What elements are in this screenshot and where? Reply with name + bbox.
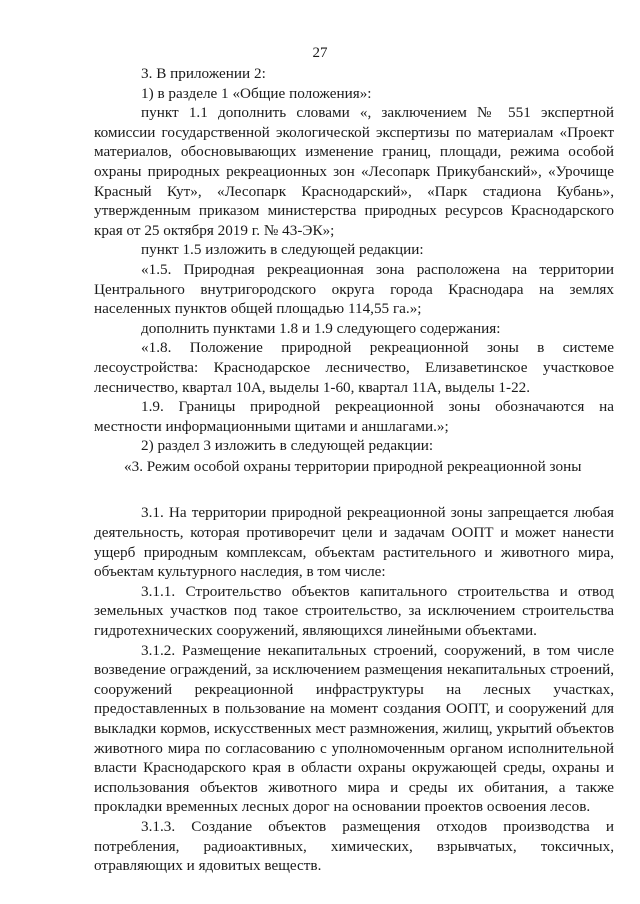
paragraph-3-1-1: 3.1.1. Строительство объектов капитального строительства и отвод земельных участков под такое строительство, за исключением строительства гидротехнических сооружений, являющихся линейными объектами. [94, 582, 614, 640]
paragraph-1-5-intro: пункт 1.5 изложить в следующей редакции: [141, 241, 424, 259]
paragraph-3-1: 3.1. На территории природной рекреационной зоны запрещается любая деятельность, которая противоречит цели и задачам ООПТ и может нанести ущерб природным комплексам, объектам растительного и животного мира, объектам культурного наследия, в том числе: [94, 504, 614, 581]
paragraph-1-5-text: «1.5. Природная рекреационная зона расположена на территории Центрального внутригородского округа города Краснодара на землях населенных пунктов общей площадью 114,55 га.»; [94, 260, 614, 318]
paragraph-3-1-3: 3.1.3. Создание объектов размещения отходов производства и потребления, радиоактивных, химических, взрывчатых, токсичных, отравляющих и ядовитых веществ. [94, 817, 614, 875]
spacer [94, 476, 614, 503]
paragraph-3-1-2: 3.1.2. Размещение некапитальных строений, сооружений, в том числе возведение ограждений, за исключением размещения некапитальных строений, сооружений рекреационной инфраструктуры на лесных участках, предоставленных в пользование на момент создания ООПТ, и сооружений для выкладки кормов, искусственных мест размножения, жилищ, укрытий объектов животного мира по согласованию с уполномоченным органом исполнительной власти Краснодарского края в области охраны окружающей среды, охраны и использования объектов животного мира и среды их обитания, а также прокладки временных лесных дорог на основании проектов освоения лесов. [94, 641, 614, 816]
paragraph-1-1: пункт 1.1 дополнить словами «, заключением № 551 экспертной комиссии государственной экологической экспертизы по материалам «Проект материалов, обосновывающих изменение границ, площади, режима особой охраны природных рекреационных зон «Лесопарк Прикубанский», «Урочище Красный Кут», «Лесопарк Краснодарский», «Парк стадиона Кубань», утвержденным приказом министерства природных ресурсов Краснодарского края от 25 октября 2019 г. № 43-ЭК»; [94, 104, 614, 239]
paragraph-item-3: 3. В приложении 2: [141, 65, 266, 82]
paragraph-1-8-text: «1.8. Положение природной рекреационной зоны в системе лесоустройства: Краснодарское лесничество, Елизаветинское участковое лесничество, квартал 10А, выделы 1-60, квартал 11А, выделы 1-22. [94, 339, 614, 396]
paragraph-subitem-1: 1) в разделе 1 «Общие положения»: [141, 84, 372, 102]
paragraph-1-8-intro: дополнить пунктами 1.8 и 1.9 следующего содержания: [141, 319, 501, 337]
page-number: 27 [312, 45, 328, 61]
paragraph-subitem-2: 2) раздел 3 изложить в следующей редакции: [141, 437, 434, 455]
document-body [94, 64, 614, 876]
section-3-title: «3. Режим особой охраны территории природной рекреационной зоны [124, 457, 582, 475]
paragraph-1-9-text: 1.9. Границы природной рекреационной зоны обозначаются на местности информационными щитами и аншлагами.»; [94, 398, 614, 435]
